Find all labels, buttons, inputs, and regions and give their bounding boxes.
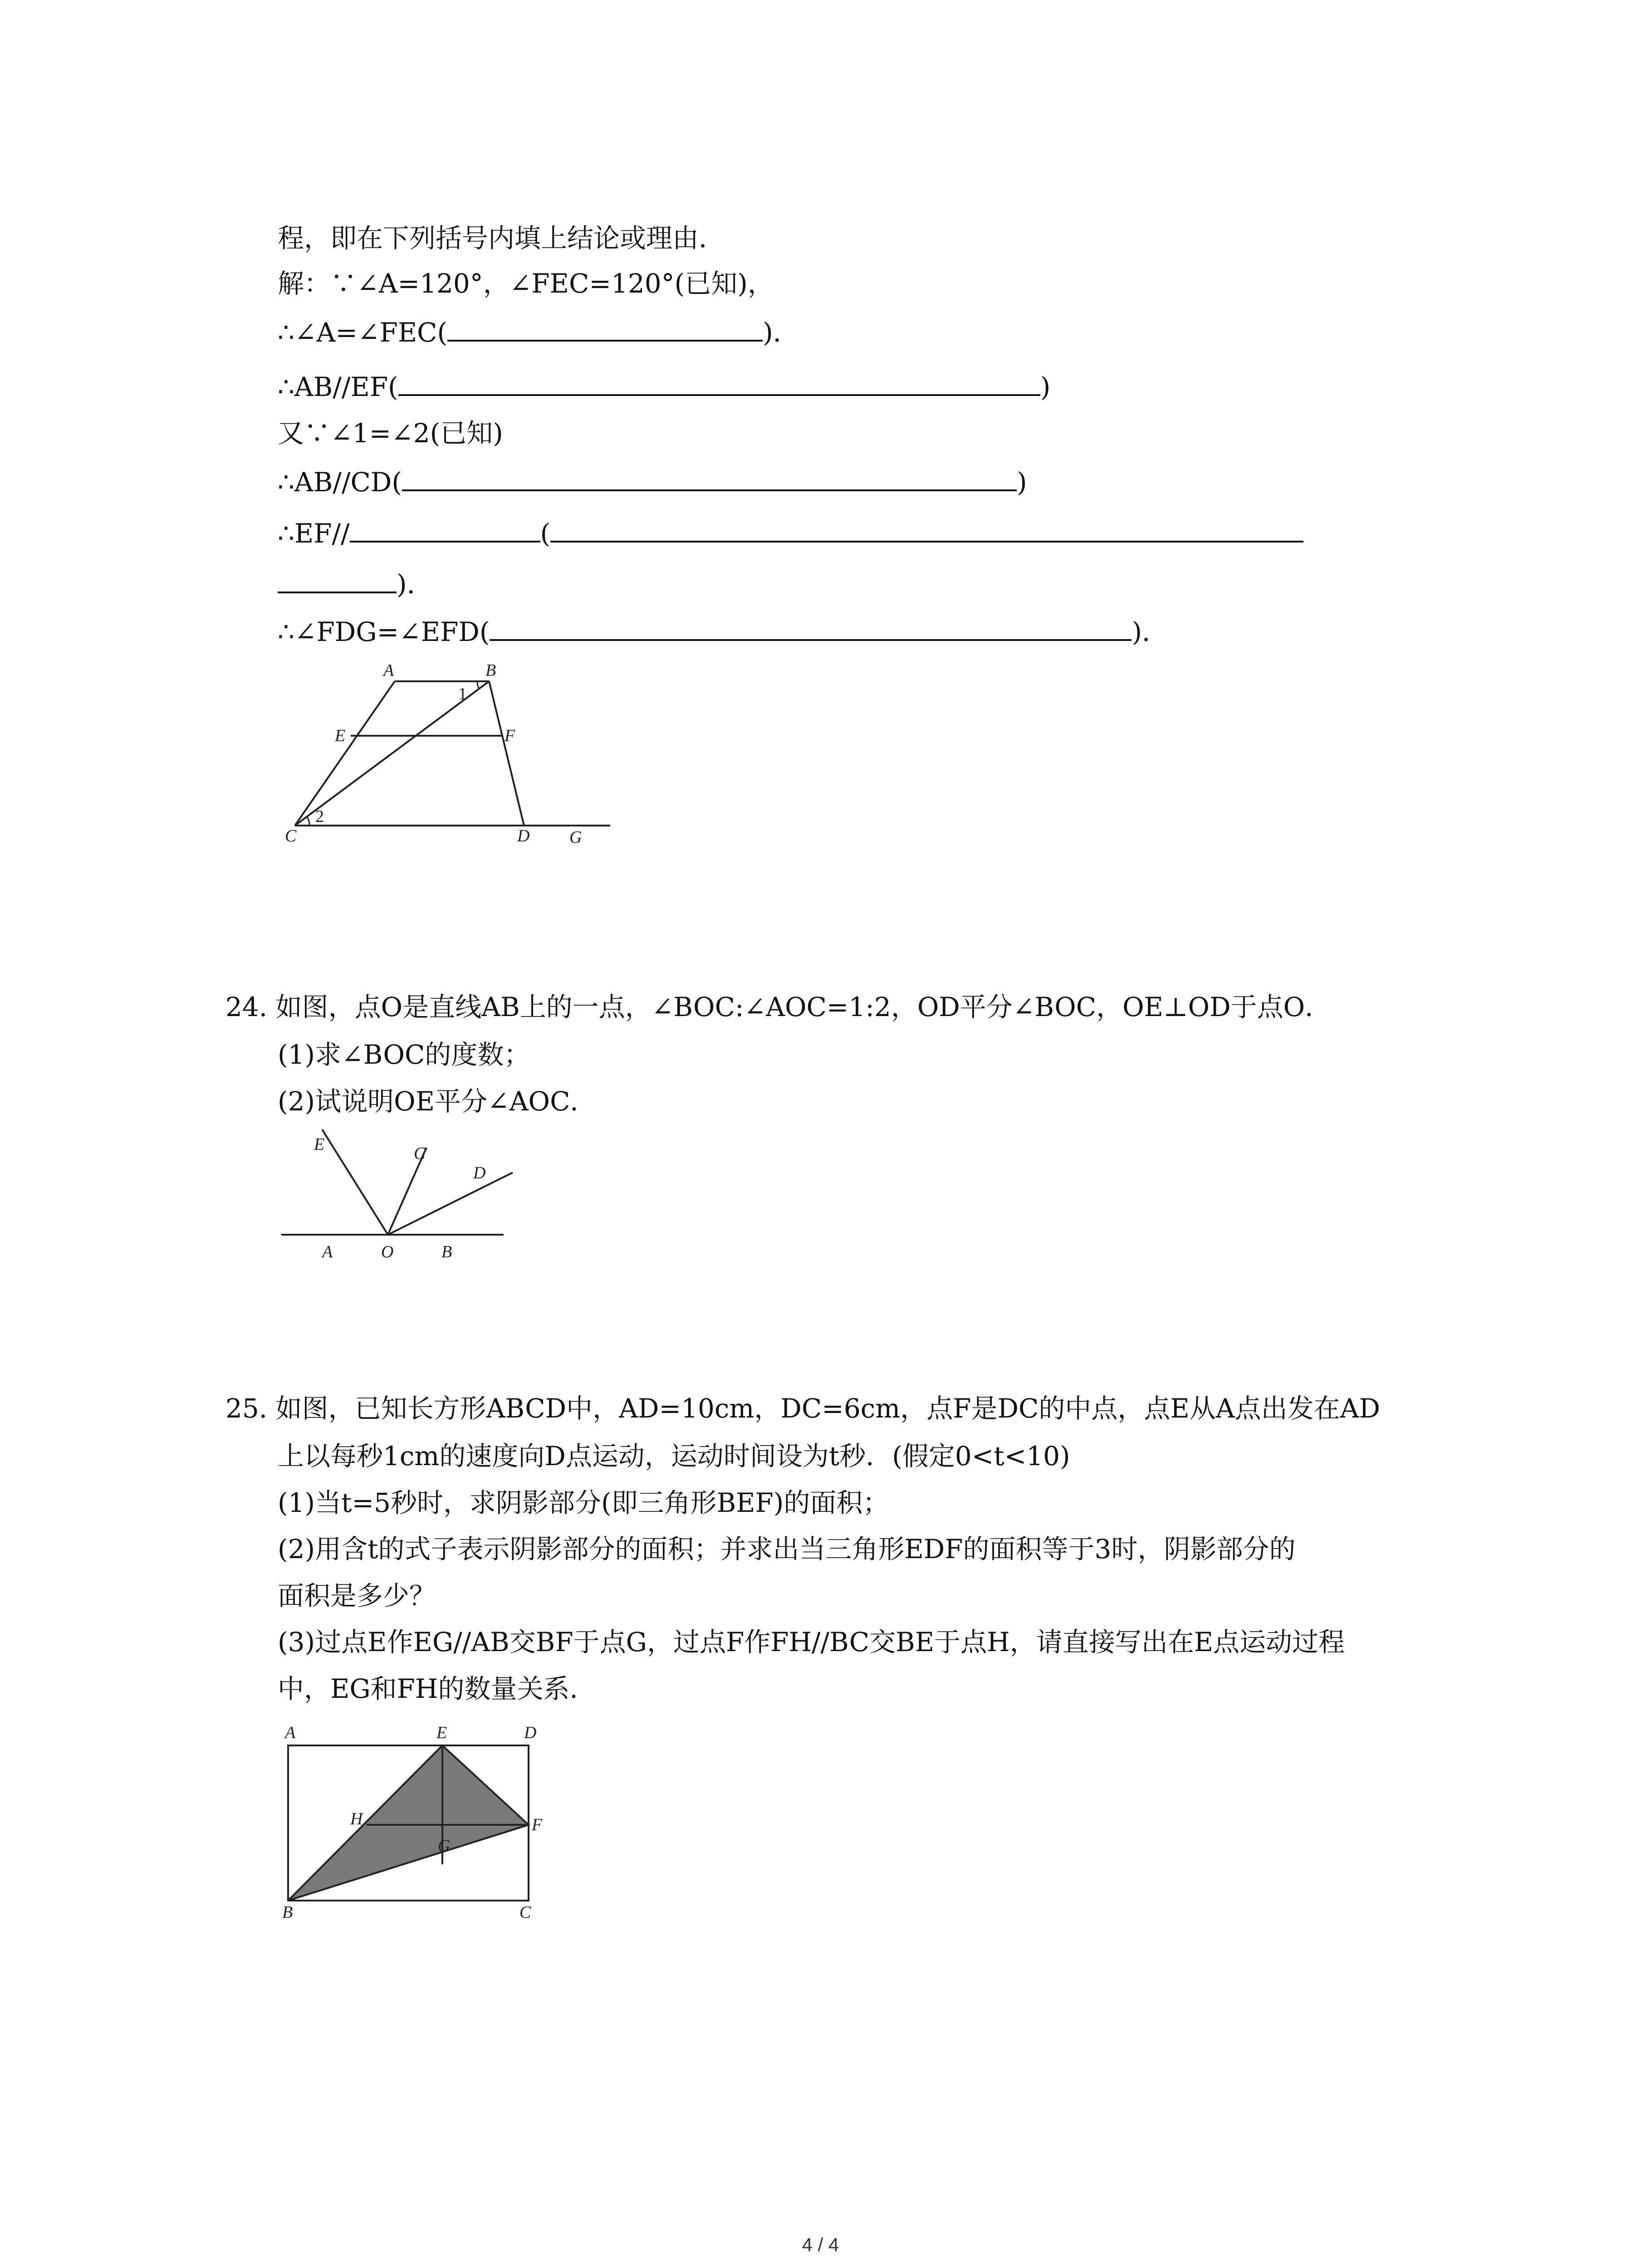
label-g: G [438,1837,451,1856]
q23-line-3 [278,315,799,348]
answer-blank[interactable] [402,465,1017,491]
label-a: A [383,661,394,680]
q23-line-3-end: )． [763,317,799,348]
answer-blank[interactable] [278,567,397,593]
label-e: E [314,1135,325,1154]
angle-2-arc [307,816,309,826]
q23-line-5: 又∵∠1=∠2(已知) [278,418,503,449]
label-e: E [436,1723,447,1742]
answer-blank[interactable] [447,315,763,342]
label-o: O [381,1242,394,1261]
q24-line-2: (1)求∠BOC的度数； [278,1039,530,1070]
q23-line-8-end: )． [397,569,433,600]
label-g: G [569,828,582,847]
segment-bd [489,681,524,826]
q23-figure [272,653,626,853]
q25-line-4: (2)用含t的式子表示阴影部分的面积；并求出当三角形EDF的面积等于3时，阴影部分的 [278,1534,1296,1564]
answer-blank[interactable] [350,516,540,543]
label-c: C [519,1903,531,1922]
q23-line-7-paren: ( [540,518,551,549]
label-b: B [485,661,496,680]
label-d: D [517,826,530,846]
q24-line-1: 24. 如图，点O是直线AB上的一点，∠BOC:∠AOC=1:2，OD平分∠BOC，OE⊥OD于点O． [225,992,1332,1022]
q23-line-8 [278,567,433,600]
ray-od [388,1173,513,1235]
label-d: D [524,1723,537,1742]
label-e: E [335,726,346,745]
q23-line-7-text: ∴EF// [278,518,350,549]
label-one: 1 [458,684,467,704]
label-d: D [473,1163,486,1183]
q24-line-3: (2)试说明OE平分∠AOC． [278,1086,597,1117]
label-f: F [505,726,515,745]
answer-blank[interactable] [490,615,1132,641]
label-b: B [441,1242,452,1261]
angle-1-arc [477,681,479,689]
q23-line-9-end: )． [1132,616,1169,647]
q23-line-4-end: ) [1040,371,1051,402]
q23-line-4-text: ∴AB//EF( [278,371,398,402]
label-f: F [532,1815,543,1834]
q24-figure [272,1129,526,1266]
q23-line-6-text: ∴AB//CD( [278,467,402,498]
answer-blank[interactable] [398,370,1040,396]
ray-oe [322,1129,388,1235]
q23-line-9-text: ∴∠FDG=∠EFD( [278,616,490,647]
q25-line-3: (1)当t=5秒时，求阴影部分(即三角形BEF)的面积； [278,1487,889,1518]
label-h: H [350,1809,363,1828]
label-two: 2 [315,807,324,826]
label-c: C [414,1144,426,1163]
answer-blank[interactable] [550,516,1303,543]
q25-line-6: (3)过点E作EG//AB交BF于点G，过点F作FH//BC交BE于点H，请直接写出在E点运动过程 [278,1627,1345,1657]
q25-line-2: 上以每秒1cm的速度向D点运动，运动时间设为t秒．(假定0<t<10) [278,1441,1070,1471]
q23-line-1: 程，即在下列括号内填上结论或理由． [278,223,725,254]
label-c: C [285,826,297,846]
q25-figure [272,1719,590,1928]
page-number: 4 / 4 [802,2234,839,2255]
q23-line-7 [278,516,1303,549]
label-b: B [282,1903,293,1922]
q23-line-6 [278,465,1027,498]
q23-line-9 [278,615,1168,648]
segment-ac [295,681,395,826]
q25-line-5: 面积是多少？ [278,1580,436,1611]
q25-line-1: 25. 如图，已知长方形ABCD中，AD=10cm，DC=6cm，点F是DC的中点，点E从A点出发在AD [225,1393,1381,1424]
label-a: A [285,1723,296,1742]
q23-line-3-text: ∴∠A=∠FEC( [278,317,448,348]
q23-line-4 [278,370,1050,403]
q25-line-7: 中，EG和FH的数量关系． [278,1673,596,1704]
shaded-triangle-bef [288,1745,529,1901]
q23-line-6-end: ) [1017,467,1027,498]
label-a: A [322,1242,333,1261]
q23-line-2: 解：∵∠A=120°，∠FEC=120°(已知)， [278,268,774,299]
